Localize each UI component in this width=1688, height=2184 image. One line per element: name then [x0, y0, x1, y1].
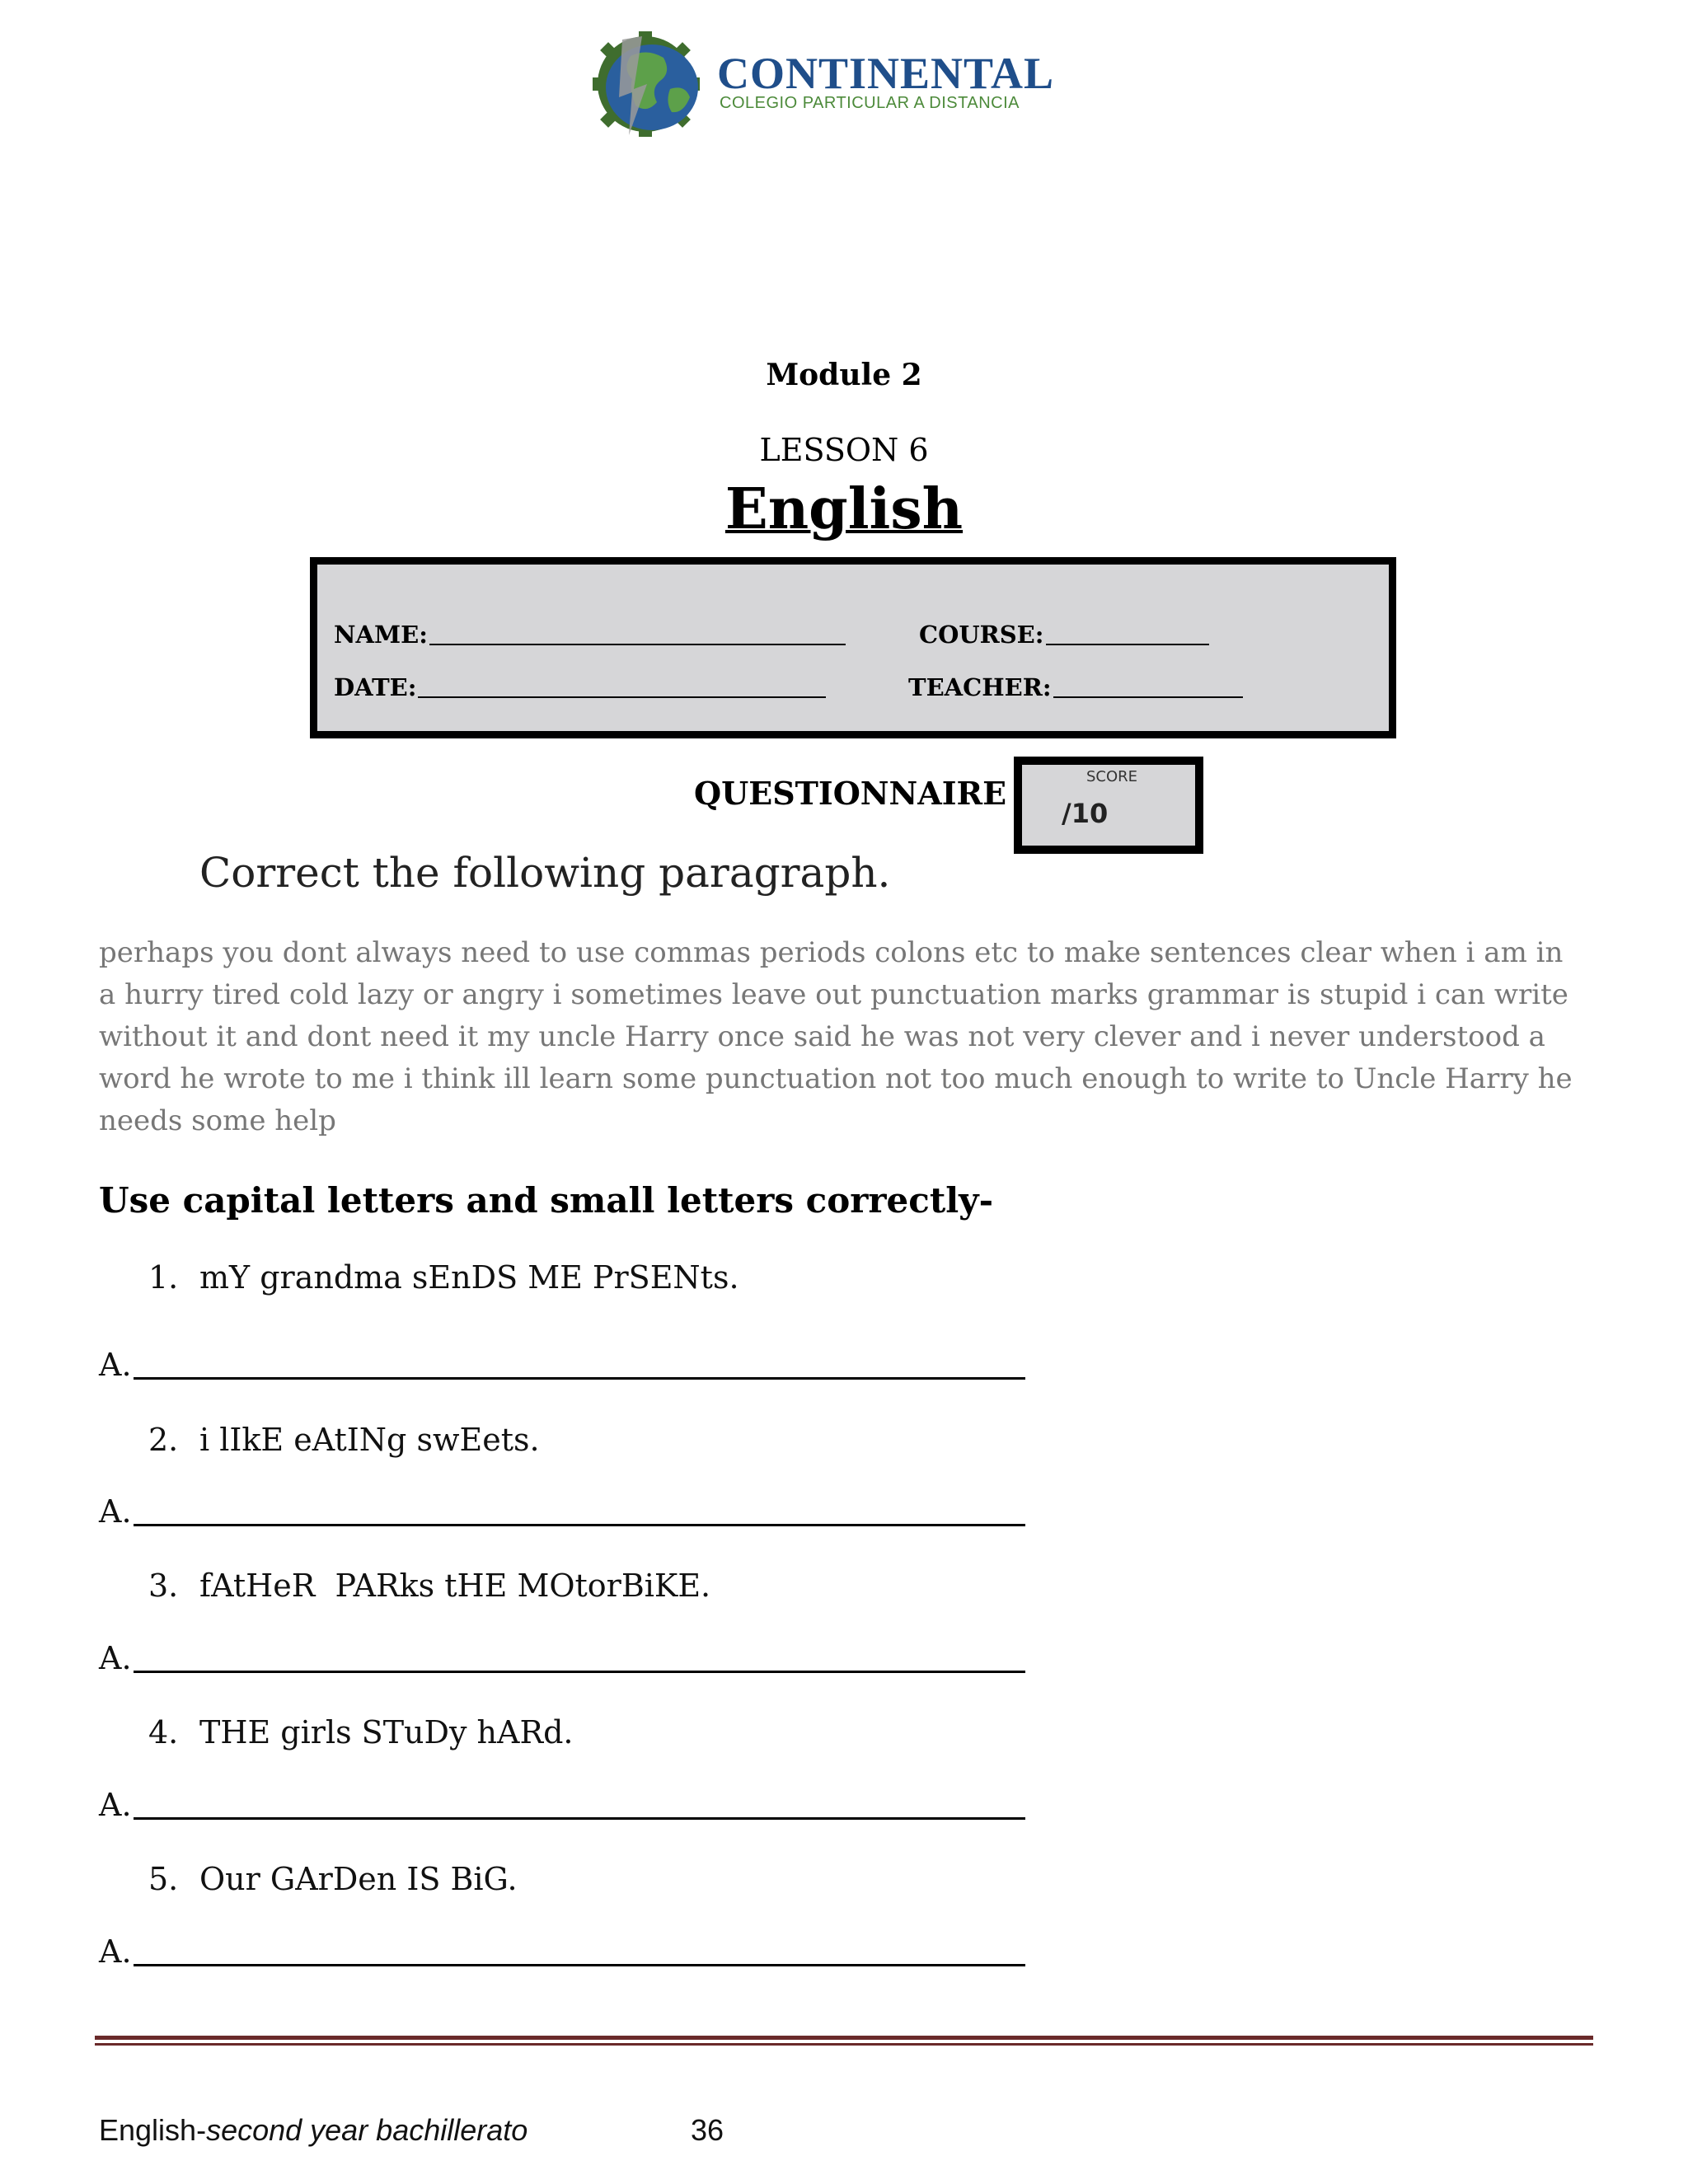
date-field[interactable]	[334, 673, 826, 701]
footer-divider-thin	[95, 2043, 1593, 2046]
footer-divider	[95, 2036, 1593, 2040]
question-3	[0, 1568, 1688, 1609]
footer-level: second year bachillerato	[206, 2113, 528, 2147]
school-logo	[581, 31, 1055, 138]
subject-title: English	[724, 476, 964, 542]
question-text: Our GArDen IS BiG.	[199, 1861, 518, 1897]
question-number: 3.	[148, 1568, 179, 1604]
name-field[interactable]	[334, 621, 846, 649]
answer-line-2[interactable]	[99, 1493, 1025, 1530]
footer-subject: English-	[99, 2113, 207, 2147]
course-field[interactable]	[919, 621, 1209, 649]
score-value: /10	[1062, 798, 1109, 829]
student-info-box	[310, 557, 1396, 738]
score-box[interactable]	[1014, 757, 1203, 854]
question-2	[0, 1422, 1688, 1463]
question-4	[0, 1714, 1688, 1755]
question-number: 1.	[148, 1259, 179, 1296]
answer-prefix: A.	[99, 1787, 132, 1823]
question-number: 4.	[148, 1714, 179, 1750]
questionnaire-heading: QUESTIONNAIRE	[694, 775, 1007, 812]
teacher-field[interactable]	[908, 673, 1243, 701]
question-text: mY grandma sEnDS ME PrSENts.	[199, 1259, 739, 1296]
answer-prefix: A.	[99, 1640, 132, 1676]
lesson-heading: LESSON 6	[759, 432, 929, 468]
course-label: COURSE:	[919, 621, 1044, 649]
paragraph-to-correct: perhaps you dont always need to use commas periods colons etc to make sentences clear when i am in a hurry tired cold lazy or angry i sometimes leave out punctuation marks grammar is stupid i can write without it and dont need it my uncle Harry once said he was not very clever and i never understood a word he wrote to me i think ill learn some punctuation not too much enough to write to Uncle Harry he needs some help	[99, 936, 1573, 1137]
answer-line-1[interactable]	[99, 1347, 1025, 1383]
question-1	[0, 1259, 1688, 1301]
answer-line-3[interactable]	[99, 1640, 1025, 1676]
teacher-label: TEACHER:	[908, 673, 1052, 701]
answer-prefix: A.	[99, 1493, 132, 1530]
globe-gear-icon	[581, 31, 713, 138]
logo-subtitle: COLEGIO PARTICULAR A DISTANCIA	[720, 94, 1020, 112]
question-text: fAtHeR PARks tHE MOtorBiKE.	[199, 1568, 711, 1604]
instruction-correct-paragraph: Correct the following paragraph.	[199, 849, 891, 897]
score-label: SCORE	[1086, 768, 1138, 785]
question-number: 5.	[148, 1861, 179, 1897]
answer-line-5[interactable]	[99, 1933, 1025, 1970]
answer-prefix: A.	[99, 1933, 132, 1970]
answer-line-4[interactable]	[99, 1787, 1025, 1823]
logo-title: CONTINENTAL	[717, 49, 1055, 98]
question-text: THE girls STuDy hARd.	[199, 1714, 574, 1750]
instruction-capital-letters: Use capital letters and small letters correctly-	[99, 1180, 994, 1221]
page-number: 36	[691, 2113, 724, 2147]
footer-course	[99, 2113, 528, 2148]
answer-prefix: A.	[99, 1347, 132, 1383]
question-text: i lIkE eAtINg swEets.	[199, 1422, 540, 1458]
question-number: 2.	[148, 1422, 179, 1458]
date-label: DATE:	[334, 673, 417, 701]
question-5	[0, 1861, 1688, 1902]
name-label: NAME:	[334, 621, 428, 649]
module-heading: Module 2	[766, 358, 922, 392]
